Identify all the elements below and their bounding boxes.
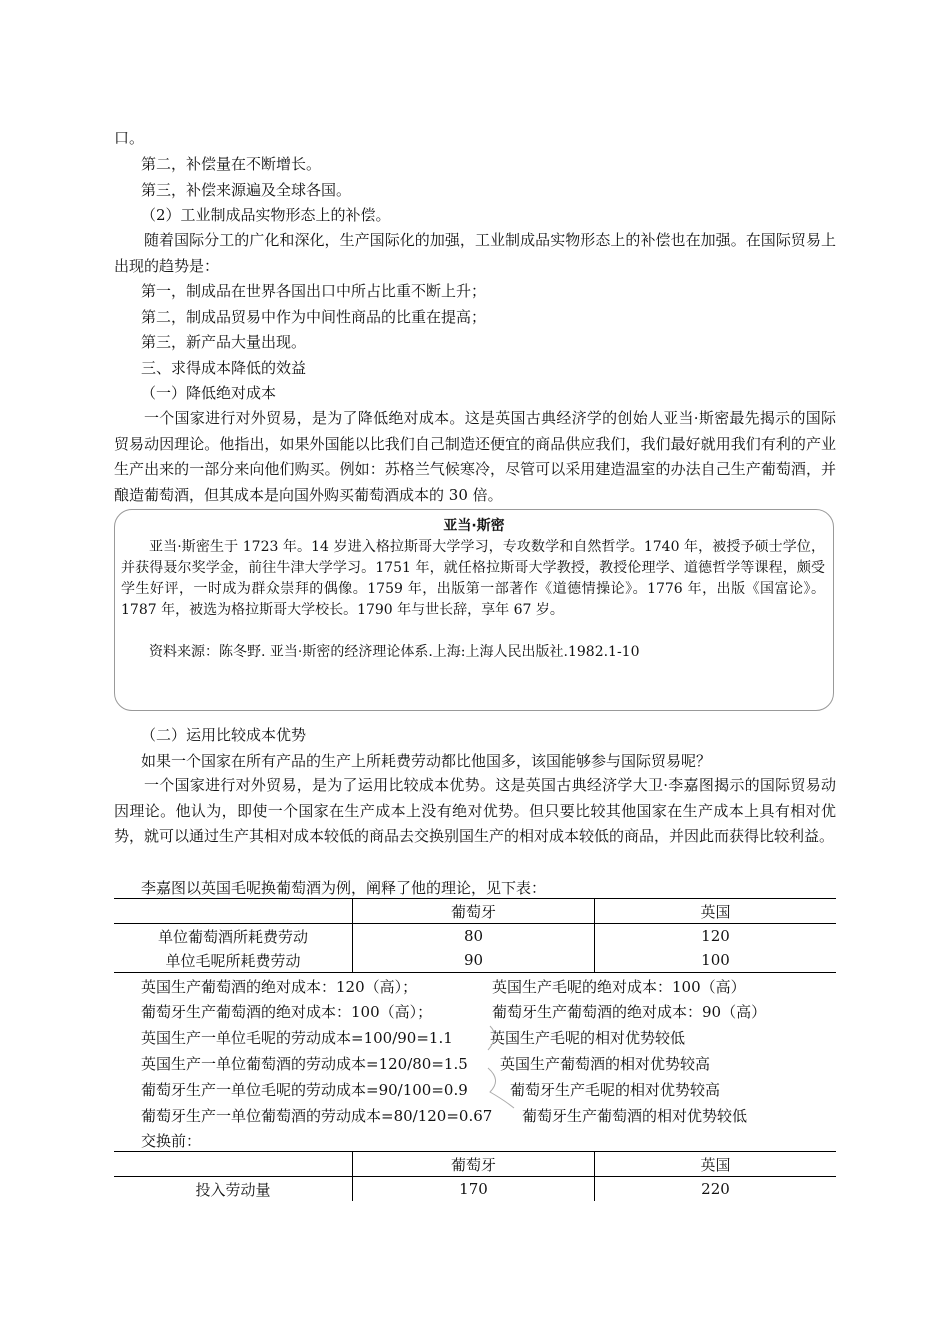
table-cell: 单位葡萄酒所耗费劳动 (114, 924, 353, 949)
table-cell: 葡萄牙 (353, 1152, 595, 1177)
table-cell (114, 1152, 353, 1177)
subsection-heading: （二）运用比较成本优势 (141, 726, 307, 744)
text-line: 英国生产一单位葡萄酒的劳动成本=120/80=1.5 (141, 1055, 468, 1073)
paragraph: 一个国家进行对外贸易，是为了降低绝对成本。这是英国古典经济学的创始人亚当·斯密最先揭示的国际贸易动因理论。他指出，如果外国能以比我们自己制造还便宜的商品供应我们，我们最好就用我们有利的产业生产出来的一部分来向他们购买。例如：苏格兰气候寒冷，尽管可以采用建造温室的办法自己生产葡萄酒，并酿造葡萄酒，但其成本是向国外购买葡萄酒成本的 30 倍。 (114, 409, 836, 504)
text-line: 如果一个国家在所有产品的生产上所耗费劳动都比他国多，该国能够参与国际贸易呢？ (141, 752, 712, 770)
text-line: 交换前： (141, 1132, 202, 1150)
biography-box (114, 509, 834, 711)
text-line: 英国生产一单位毛呢的劳动成本=100/90=1.1 (141, 1029, 453, 1047)
text-line: 葡萄牙生产一单位毛呢的劳动成本=90/100=0.9 (141, 1081, 468, 1099)
table-header-row (114, 1152, 836, 1177)
table-cell: 投入劳动量 (114, 1177, 353, 1202)
table-cell: 英国 (700, 1155, 731, 1174)
text-line: 第一，制成品在世界各国出口中所占比重不断上升； (141, 282, 487, 300)
table-cell: 120 (701, 927, 730, 945)
table-row (114, 924, 836, 949)
table-cell: 220 (701, 1180, 730, 1198)
text-line: 葡萄牙生产葡萄酒的相对优势较低 (522, 1107, 748, 1125)
table-row (114, 948, 836, 973)
table-cell: 英国 (700, 902, 731, 921)
table-cell: 单位毛呢所耗费劳动 (114, 948, 353, 973)
text-line: 英国生产毛呢的绝对成本：100（高） (492, 978, 746, 996)
table-cell (114, 899, 353, 924)
text-line: 第三，补偿来源遍及全球各国。 (141, 181, 352, 199)
subsection-heading: （一）降低绝对成本 (141, 384, 277, 402)
text-line: 葡萄牙生产一单位葡萄酒的劳动成本=80/120=0.67 (141, 1107, 493, 1125)
text-line: 葡萄牙生产毛呢的相对优势较高 (510, 1081, 721, 1099)
paragraph: 随着国际分工的广化和深化，生产国际化的加强，工业制成品实物形态上的补偿也在加强。在国际贸易上出现的趋势是： (114, 231, 836, 275)
box-title: 亚当·斯密 (443, 518, 505, 534)
text-line: 第三，新产品大量出现。 (141, 333, 307, 351)
text-line: 第二，补偿量在不断增长。 (141, 155, 322, 173)
labor-input-table (114, 1151, 836, 1201)
table-header-row (114, 899, 836, 924)
table-row (114, 1177, 836, 1202)
text-line: 葡萄牙生产葡萄酒的绝对成本：100（高）； (141, 1003, 433, 1021)
text-line: 口。 (114, 129, 145, 147)
box-text: 亚当·斯密生于 1723 年。14 岁进入格拉斯哥大学学习，专攻数学和自然哲学。1740 年，被授予硕士学位，并获得聂尔奖学金，前往牛津大学学习。1751 年，就任格拉斯哥大学教授，教授伦理学、道德哲学等课程，颇受学生好评，一时成为群众崇拜的偶像。1759 年，出版第一部著作《道德情操论》。1776 年，出版《国富论》。1787 年，被选为格拉斯哥大学校长。1790 年与世长辞，享年 67 岁。 (121, 539, 825, 618)
text-line: 第二，制成品贸易中作为中间性商品的比重在提高； (141, 308, 487, 326)
bracket-curve (484, 1022, 524, 1112)
table-cell: 170 (353, 1177, 595, 1202)
table-cell: 90 (353, 948, 595, 973)
text-line: 英国生产葡萄酒的相对优势较高 (500, 1055, 711, 1073)
table-cell: 葡萄牙 (353, 899, 595, 924)
labor-cost-table (114, 898, 836, 973)
text-line: 李嘉图以英国毛呢换葡萄酒为例，阐释了他的理论，见下表： (141, 879, 547, 897)
paragraph: 一个国家进行对外贸易，是为了运用比较成本优势。这是英国古典经济学大卫·李嘉图揭示的国际贸易动因理论。他认为，即使一个国家在生产成本上没有绝对优势。但只要比较其他国家在生产成本上具有相对优势，就可以通过生产其相对成本较低的商品去交换别国生产的相对成本较低的商品，并因此而获得比较利益。 (114, 776, 836, 845)
text-line: 葡萄牙生产葡萄酒的绝对成本：90（高） (492, 1003, 767, 1021)
box-source: 资料来源：陈冬野. 亚当·斯密的经济理论体系.上海:上海人民出版社.1982.1-10 (149, 644, 640, 660)
section-heading: 三、求得成本降低的效益 (141, 359, 307, 377)
table-cell: 100 (701, 951, 730, 969)
text-line: （2）工业制成品实物形态上的补偿。 (141, 206, 391, 224)
table-cell: 80 (353, 924, 595, 949)
text-line: 英国生产毛呢的相对优势较低 (490, 1029, 686, 1047)
text-line: 英国生产葡萄酒的绝对成本：120（高）； (141, 978, 418, 996)
